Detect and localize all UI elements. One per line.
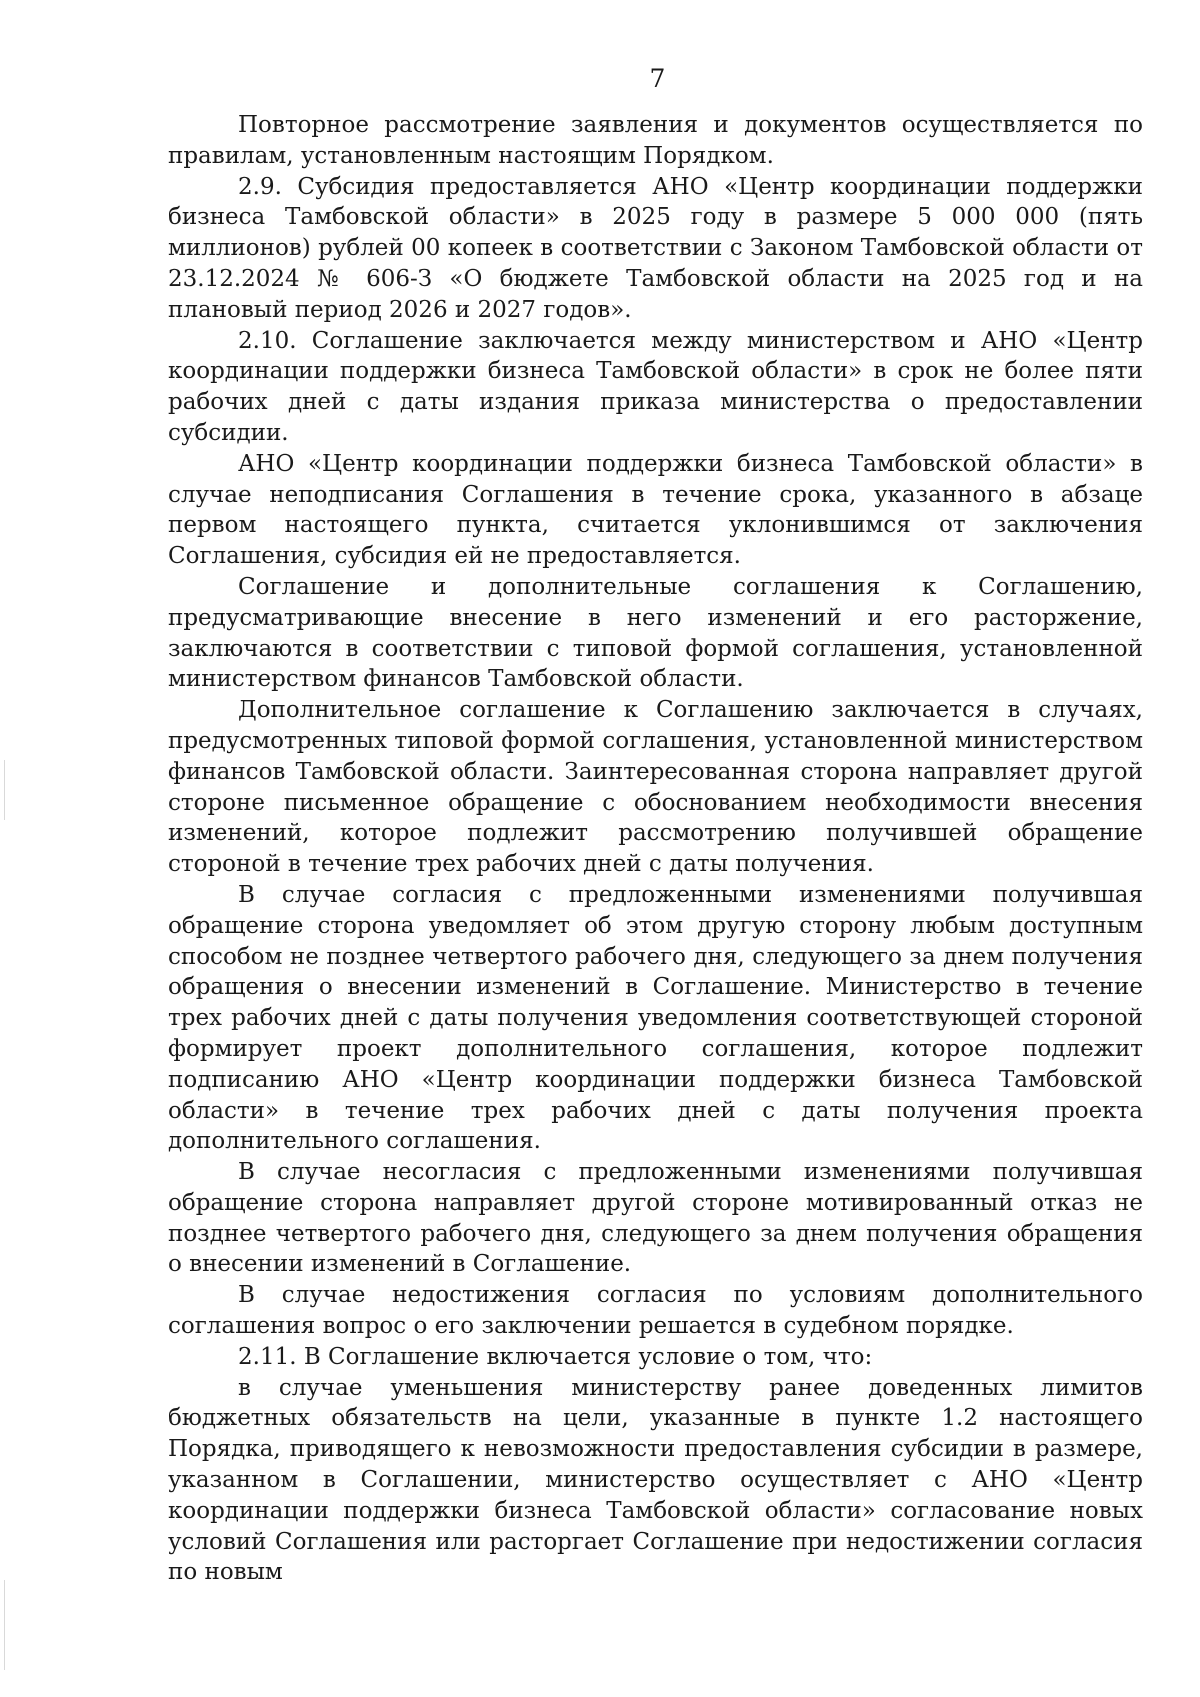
paragraph-2-11-condition: 2.11. В Соглашение включается условие о том, что:	[238, 1343, 873, 1370]
paragraph-additional-agreement: Дополнительное соглашение к Соглашению заключается в случаях, предусмотренных типовой формой соглашения, установленной министерством финансов Тамбовской области. Заинтересованная сторона направляет другой стороне письменное обращение с обоснованием необходимости внесения изменений, которое подлежит рассмотрению получившей обращение стороной в течение трех рабочих дней с даты получения.	[168, 697, 1143, 878]
paragraph-review-rules: Повторное рассмотрение заявления и документов осуществляется по правилам, установленным настоящим Порядком.	[168, 112, 1143, 169]
paragraph-disagreement-case: В случае несогласия с предложенными изменениями получившая обращение сторона направляет другой стороне мотивированный отказ не позднее четвертого рабочего дня, следующего за днем получения обращения о внесении изменений в Соглашение.	[168, 1159, 1143, 1278]
paragraph-limits-reduction: в случае уменьшения министерству ранее доведенных лимитов бюджетных обязательств на цели, указанные в пункте 1.2 настоящего Порядка, приводящего к невозможности предоставления субсидии в размере, указанном в Соглашении, министерство осуществляет с АНО «Центр координации поддержки бизнеса Тамбовской области» согласование новых условий Соглашения или расторгает Соглашение при недостижении согласия по новым	[168, 1374, 1143, 1586]
paragraph-unsigned-agreement: АНО «Центр координации поддержки бизнеса Тамбовской области» в случае неподписания Соглашения в течение срока, указанного в абзаце первом настоящего пункта, считается уклонившимся от заключения Соглашения, субсидия ей не предоставляется.	[168, 450, 1143, 570]
paragraph-2-9-subsidy: 2.9. Субсидия предоставляется АНО «Центр координации поддержки бизнеса Тамбовской области» в 2025 году в размере 5 000 000 (пять миллионов) рублей 00 копеек в соответствии с Законом Тамбовской области от 23.12.2024 № 606-З «О бюджете Тамбовской области на 2025 год и на плановый период 2026 и 2027 годов».	[168, 173, 1143, 323]
scan-edge-mark	[4, 760, 5, 820]
paragraph-standard-form: Соглашение и дополнительные соглашения к Соглашению, предусматривающие внесение в него изменений и его расторжение, заключаются в соответствии с типовой формой соглашения, установленной министерством финансов Тамбовской области.	[168, 573, 1143, 693]
page-number: 7	[649, 64, 666, 93]
scan-edge-mark	[4, 1580, 5, 1670]
paragraph-court-case: В случае недостижения согласия по условиям дополнительного соглашения вопрос о его заключении решается в судебном порядке.	[168, 1282, 1143, 1340]
document-body	[168, 110, 1143, 1588]
paragraph-2-10-agreement: 2.10. Соглашение заключается между министерством и АНО «Центр координации поддержки бизнеса Тамбовской области» в срок не более пяти рабочих дней с даты издания приказа министерства о предоставлении субсидии.	[168, 327, 1143, 446]
paragraph-consent-case: В случае согласия с предложенными изменениями получившая обращение сторона уведомляет об этом другую сторону любым доступным способом не позднее четвертого рабочего дня, следующего за днем получения обращения о внесении изменений в Соглашение. Министерство в течение трех рабочих дней с даты получения уведомления соответствующей стороной формирует проект дополнительного соглашения, которое подлежит подписанию АНО «Центр координации поддержки бизнеса Тамбовской области» в течение трех рабочих дней с даты получения проекта дополнительного соглашения.	[168, 881, 1143, 1155]
